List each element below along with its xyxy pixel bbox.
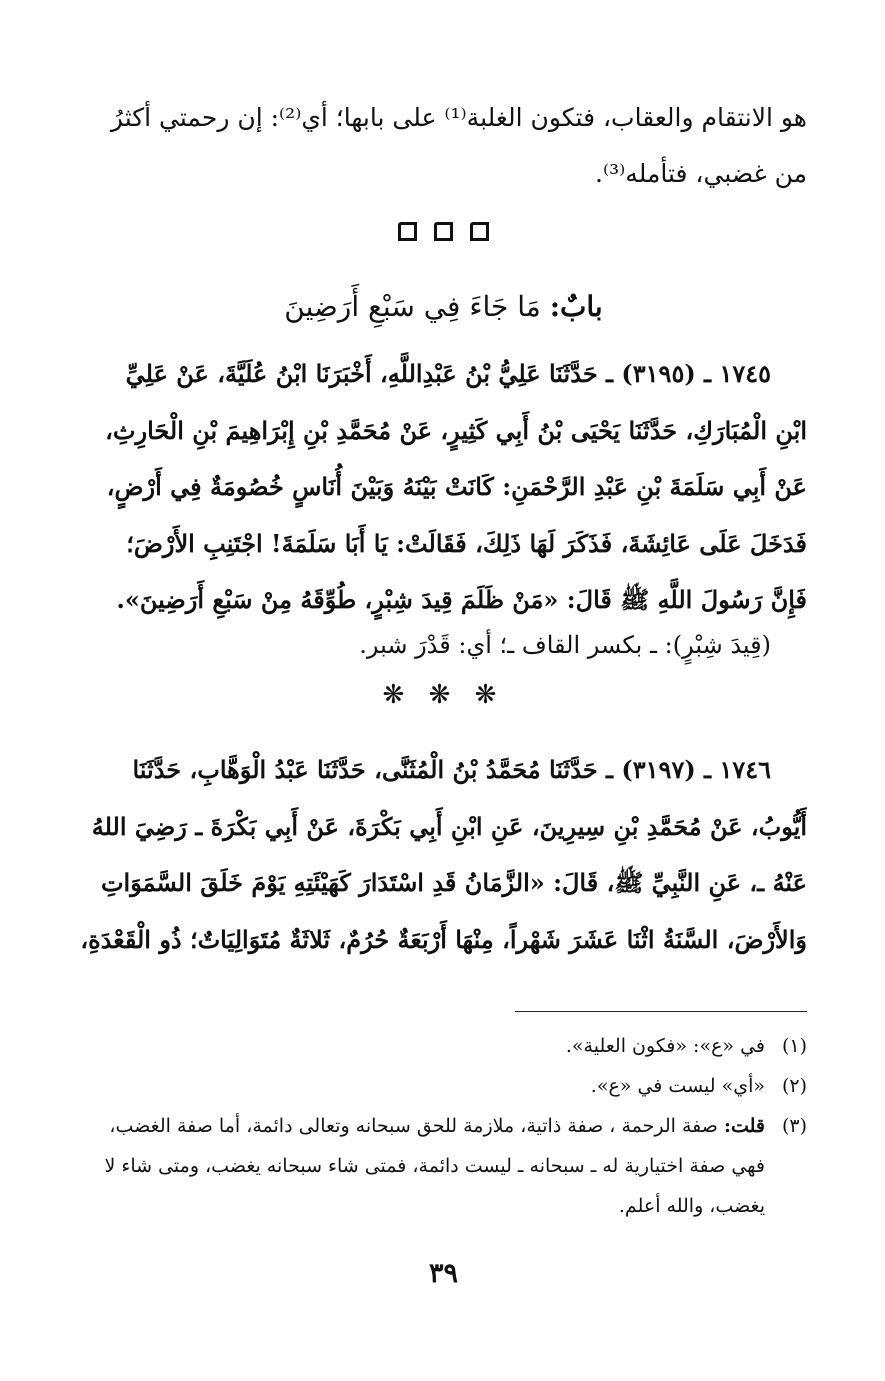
footnote-number: (٢): [781, 1075, 807, 1097]
chapter-label: بابٌ:: [549, 290, 603, 323]
footnote: [80, 1106, 807, 1226]
footnote-body: [80, 1106, 765, 1226]
footnote-label: قلت:: [723, 1115, 765, 1137]
square-ornament-icon: [470, 222, 489, 241]
text-line: ابْنِ الْمُبَارَكِ، حَدَّثَنَا يَحْيَى بْنُ أَبِي كَثِيرٍ، عَنْ مُحَمَّدِ بْنِ إِبْرَاهِيمَ بْنِ الْحَارِثِ،: [105, 415, 807, 445]
text-line: عَنْهُ ـ، عَنِ النَّبِيِّ ﷺ، قَالَ: «الزَّمَانُ قَدِ اسْتَدَارَ كَهَيْئَتِهِ يَوْمَ خَلَقَ السَّمَوَاتِ: [100, 868, 807, 897]
hadith-1745: [80, 346, 807, 629]
intro-paragraph: [80, 90, 807, 202]
hadith-1746: [80, 742, 807, 968]
footnote: [80, 1026, 807, 1066]
footnote-text: في «ع»: «فكون العلية».: [565, 1035, 765, 1057]
footnotes: [80, 1026, 807, 1226]
text-line: وَالأَرْضَ، السَّنَةُ اثْنَا عَشَرَ شَهْراً، مِنْهَا أَرْبَعَةٌ حُرُمٌ، ثَلاثَةٌ مُتَوَالِيَاتٌ؛ ذُو الْقَعْدَةِ،: [80, 924, 807, 954]
text-line: أَيُّوبُ، عَنْ مُحَمَّدِ بْنِ سِيرِينَ، عَنِ ابْنِ أَبِي بَكْرَةَ، عَنْ أَبِي بَكْرَةَ ـ رَضِيَ اللهُ: [91, 811, 807, 841]
hadith-gloss: (قِيدَ شِبْرٍ): ـ بكسر القاف ـ؛ أي: قَدْرَ شبر.: [359, 631, 771, 659]
footnote-text: صفة الرحمة ، صفة ذاتية، ملازمة للحق سبحانه وتعالى دائمة، أما صفة الغضب، فهي صفة اختيارية له ـ سبحانه ـ ليست دائمة، فمتى شاء سبحانه يغضب، ومتى شاء لا يغضب، والله أعلم.: [104, 1115, 765, 1217]
page-number: ٣٩: [428, 1258, 458, 1289]
footnote-number: (١): [781, 1035, 807, 1057]
star-separator-icon: ❋ ❋ ❋: [382, 680, 505, 710]
text-line: من غضبي، فتأمله⁽³⁾.: [595, 159, 807, 188]
text-line: فَإِنَّ رَسُولَ اللَّهِ ﷺ قَالَ: «مَنْ ظَلَمَ قِيدَ شِبْرٍ، طُوِّقَهُ مِنْ سَبْعِ أَرَضِينَ».: [116, 585, 807, 614]
footnote-text: «أي» ليست في «ع».: [590, 1075, 765, 1097]
footnote-divider: [515, 1011, 807, 1012]
book-page: [80, 0, 807, 1381]
chapter-heading: [80, 282, 807, 332]
square-ornament-icon: [434, 222, 453, 241]
square-ornament-icon: [398, 222, 417, 241]
text-line: ١٧٤٦ ـ (٣١٩٧) ـ حَدَّثَنَا مُحَمَّدُ بْنُ الْمُثَنَّى، حَدَّثَنَا عَبْدُ الْوَهَّابِ، حَدَّثَنَا: [132, 755, 771, 784]
footnote: [80, 1066, 807, 1106]
text-line: هو الانتقام والعقاب، فتكون الغلبة⁽¹⁾ على بابها؛ أي⁽²⁾: إن رحمتي أكثرُ: [110, 103, 807, 132]
footnote-number: (٣): [781, 1115, 807, 1137]
text-line: ١٧٤٥ ـ (٣١٩٥) ـ حَدَّثَنَا عَلِيُّ بْنُ عَبْدِاللَّهِ، أَخْبَرَنَا ابْنُ عُلَيَّةَ، عَنْ عَلِيِّ: [125, 359, 771, 388]
text-line: عَنْ أَبِي سَلَمَةَ بْنِ عَبْدِ الرَّحْمَنِ: كَانَتْ بَيْنَهُ وَبَيْنَ أُنَاسٍ خُصُومَةٌ فِي أَرْضٍ،: [106, 472, 807, 501]
section-separator: [80, 222, 807, 245]
chapter-title: مَا جَاءَ فِي سَبْعِ أَرَضِينَ: [284, 290, 541, 323]
text-line: فَدَخَلَ عَلَى عَائِشَةَ، فَذَكَرَ لَهَا ذَلِكَ، فَقَالَتْ: يَا أَبَا سَلَمَةَ! اجْتَنِبِ الأَرْضَ؛: [126, 528, 807, 558]
